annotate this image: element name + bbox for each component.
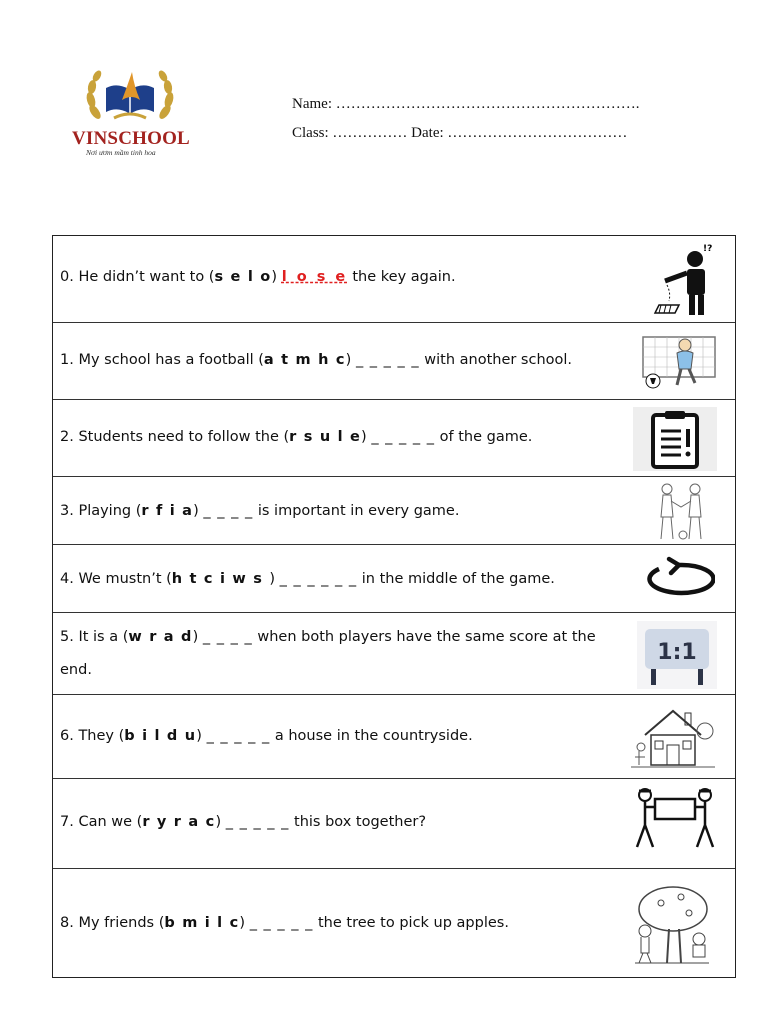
jumbled-letters: b i l d u (124, 728, 197, 744)
jumbled-letters: b m i l c (164, 915, 240, 931)
climb-tree-picture (631, 883, 711, 967)
draw-scoreboard-icon (637, 621, 717, 689)
answer-blank[interactable]: _ _ _ _ (202, 629, 253, 645)
question-suffix: in the middle of the game. (357, 571, 555, 587)
question-row-5 (53, 613, 735, 695)
answer-blank[interactable]: _ _ _ _ (203, 503, 254, 519)
score-text: 1:1 (657, 640, 697, 665)
paren-close: ) (196, 728, 207, 744)
question-prefix: 5. It is a ( (60, 629, 129, 645)
question-text (60, 720, 473, 753)
jumbled-letters: w r a d (128, 629, 193, 645)
jumbled-letters: s e l o (214, 269, 272, 285)
exercise-table (52, 235, 736, 978)
lose-key-picture (651, 241, 719, 317)
rules-clipboard-icon (633, 407, 717, 471)
class-date-field[interactable]: Class: …………… Date: ……………………………… (292, 125, 628, 141)
question-text (60, 421, 532, 454)
answer-blank[interactable]: _ _ _ _ _ _ (279, 571, 358, 587)
question-suffix: is important in every game. (253, 503, 460, 519)
paren-close: ) (192, 629, 203, 645)
switch-rotate-icon (639, 555, 715, 603)
paren-close: ) (269, 571, 280, 587)
paren-close: ) (345, 352, 356, 368)
answer-blank[interactable]: _ _ _ _ _ (225, 814, 290, 830)
question-suffix: the key again. (347, 269, 456, 285)
question-row-2 (53, 400, 735, 477)
question-suffix: the tree to pick up apples. (313, 915, 509, 931)
name-field[interactable]: Name: ……………………………………………………. (292, 96, 640, 112)
question-text (60, 907, 509, 940)
paren-close: ) (239, 915, 250, 931)
question-prefix: 2. Students need to follow the ( (60, 429, 290, 445)
question-suffix: of the game. (435, 429, 533, 445)
paren-close: ) (271, 269, 282, 285)
question-row-4 (53, 545, 735, 613)
paren-close: ) (215, 814, 226, 830)
question-prefix: 1. My school has a football ( (60, 352, 264, 368)
question-text (60, 495, 459, 528)
carry-box-picture (633, 785, 717, 849)
school-name: VINSCHOOL (72, 128, 190, 149)
jumbled-letters: r f i a (141, 503, 194, 519)
football-match-picture (639, 331, 719, 391)
question-row-1 (53, 323, 735, 400)
jumbled-letters: r y r a c (142, 814, 216, 830)
question-text (60, 563, 555, 596)
question-text (60, 261, 456, 294)
question-text (60, 344, 572, 377)
question-prefix: 0. He didn’t want to ( (60, 269, 215, 285)
answer-blank[interactable]: _ _ _ _ _ (249, 915, 314, 931)
build-house-picture (631, 701, 715, 773)
question-prefix: 6. They ( (60, 728, 125, 744)
question-row-8 (53, 869, 735, 977)
question-suffix: with another school. (419, 352, 573, 368)
question-prefix: 7. Can we ( (60, 814, 143, 830)
answer-filled: l o s e (281, 269, 348, 285)
paren-close: ) (361, 429, 372, 445)
question-suffix: a house in the countryside. (270, 728, 473, 744)
paren-close: ) (193, 503, 204, 519)
handshake-picture (643, 479, 719, 543)
question-suffix: this box together? (289, 814, 427, 830)
answer-blank[interactable]: _ _ _ _ _ (371, 429, 436, 445)
laurel-book-icon (70, 60, 190, 132)
answer-blank[interactable]: _ _ _ _ _ (355, 352, 420, 368)
jumbled-letters: r s u l e (289, 429, 362, 445)
svg-text:!?: !? (703, 244, 713, 254)
question-prefix: 4. We mustn’t ( (60, 571, 172, 587)
question-text (60, 806, 426, 839)
question-row-6 (53, 695, 735, 779)
question-row-3 (53, 477, 735, 545)
question-prefix: 3. Playing ( (60, 503, 142, 519)
question-row-0 (53, 236, 735, 323)
jumbled-letters: h t c i w s (171, 571, 270, 587)
question-text (60, 621, 620, 687)
question-suffix: when both players have the same score at the end. (60, 629, 596, 678)
school-motto: Nơi ươm mầm tinh hoa (86, 148, 156, 157)
question-row-7 (53, 779, 735, 869)
jumbled-letters: a t m h c (263, 352, 346, 368)
question-prefix: 8. My friends ( (60, 915, 165, 931)
answer-blank[interactable]: _ _ _ _ _ (206, 728, 271, 744)
